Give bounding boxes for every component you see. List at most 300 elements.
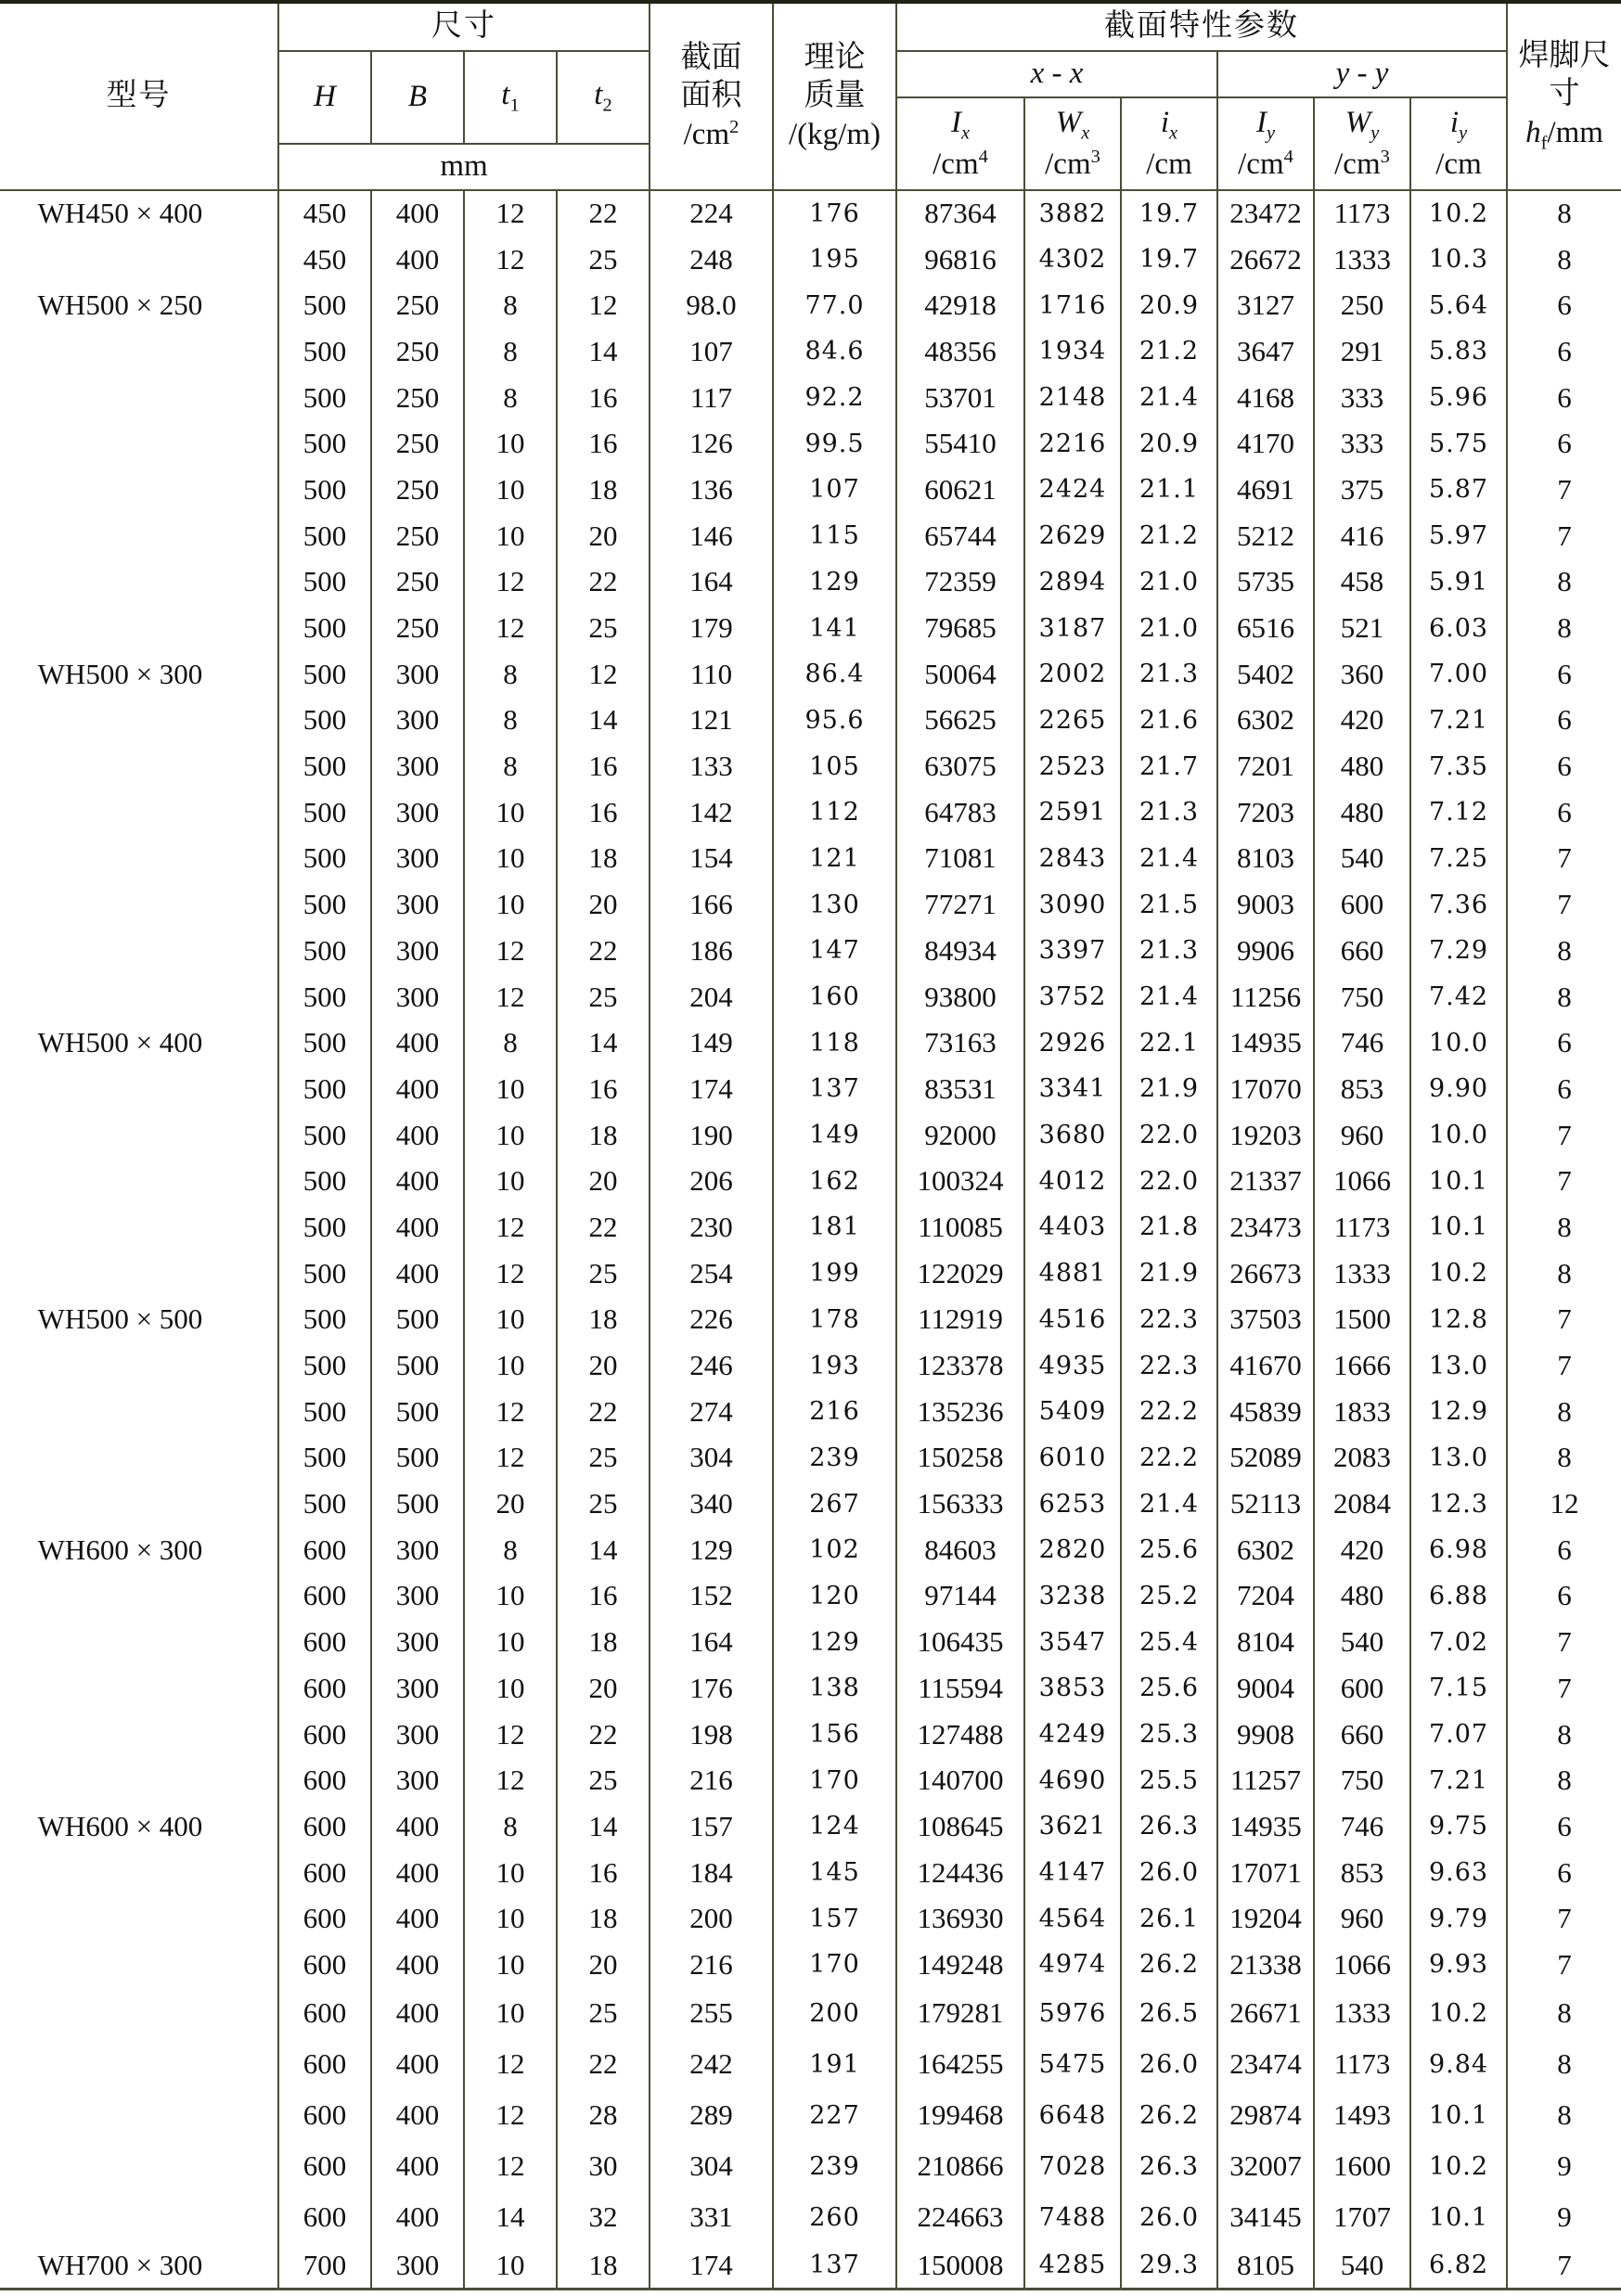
- cell-Wx: 2843: [1024, 836, 1121, 882]
- cell-model: WH500 × 500: [0, 1297, 278, 1343]
- cell-Wy: 480: [1314, 1573, 1410, 1620]
- cell-hf: 9: [1507, 2192, 1621, 2243]
- cell-t1: 12: [464, 1757, 557, 1803]
- cell-area: 98.0: [650, 282, 773, 328]
- cell-hf: 8: [1507, 559, 1621, 606]
- cell-t2: 22: [557, 928, 650, 974]
- table-row: [0, 651, 1621, 698]
- unit-text: /cm: [1146, 147, 1192, 181]
- cell-H: 600: [278, 1942, 371, 1988]
- cell-Iy: 7203: [1217, 789, 1314, 836]
- cell-mass: 138: [773, 1665, 896, 1712]
- cell-H: 450: [278, 190, 371, 237]
- table-row: [0, 420, 1621, 467]
- cell-Wy: 480: [1314, 743, 1410, 789]
- cell-Wx: 3882: [1024, 190, 1121, 237]
- unit-text: /mm: [1547, 115, 1603, 149]
- cell-model: [0, 375, 278, 421]
- cell-Ix: 72359: [896, 559, 1024, 606]
- cell-Wx: 2148: [1024, 375, 1121, 421]
- cell-mass: 107: [773, 467, 896, 513]
- cell-ix: 22.2: [1121, 1389, 1217, 1435]
- cell-hf: 8: [1507, 1435, 1621, 1481]
- cell-Wx: 4690: [1024, 1757, 1121, 1803]
- cell-H: 600: [278, 2141, 371, 2192]
- cell-Wy: 660: [1314, 1712, 1410, 1758]
- cell-B: 250: [371, 605, 464, 651]
- cell-area: 216: [650, 1942, 773, 1988]
- cell-B: 400: [371, 2090, 464, 2141]
- cell-iy: 7.02: [1410, 1619, 1507, 1665]
- cell-t2: 16: [557, 1066, 650, 1112]
- cell-area: 304: [650, 2141, 773, 2192]
- unit-text: /cm: [1045, 147, 1091, 181]
- cell-Wy: 1493: [1314, 2090, 1410, 2141]
- cell-Wx: 4881: [1024, 1251, 1121, 1297]
- cell-Iy: 9906: [1217, 928, 1314, 974]
- cell-Iy: 52113: [1217, 1481, 1314, 1527]
- cell-iy: 10.2: [1410, 1988, 1507, 2039]
- cell-Wy: 600: [1314, 1665, 1410, 1712]
- cell-ix: 21.0: [1121, 559, 1217, 606]
- cell-area: 242: [650, 2039, 773, 2090]
- cell-model: [0, 1389, 278, 1435]
- cell-area: 149: [650, 1020, 773, 1066]
- cell-area: 174: [650, 1066, 773, 1112]
- table-row: [0, 1942, 1621, 1988]
- table-row: [0, 1573, 1621, 1620]
- cell-mass: 227: [773, 2090, 896, 2141]
- cell-B: 300: [371, 1712, 464, 1758]
- cell-t2: 25: [557, 1757, 650, 1803]
- cell-Ix: 179281: [896, 1988, 1024, 2039]
- cell-Ix: 149248: [896, 1942, 1024, 1988]
- cell-Wx: 4935: [1024, 1342, 1121, 1389]
- cell-Wx: 4249: [1024, 1712, 1121, 1758]
- cell-hf: 7: [1507, 836, 1621, 882]
- cell-Ix: 92000: [896, 1112, 1024, 1159]
- cell-mass: 195: [773, 237, 896, 283]
- cell-hf: 8: [1507, 1712, 1621, 1758]
- cell-iy: 10.2: [1410, 1251, 1507, 1297]
- cell-model: [0, 605, 278, 651]
- cell-model: [0, 881, 278, 928]
- cell-mass: 130: [773, 881, 896, 928]
- cell-t1: 8: [464, 328, 557, 375]
- cell-Ix: 77271: [896, 881, 1024, 928]
- table-row: [0, 1251, 1621, 1297]
- cell-hf: 6: [1507, 420, 1621, 467]
- cell-Iy: 23472: [1217, 190, 1314, 237]
- cell-hf: 8: [1507, 974, 1621, 1020]
- cell-Wx: 2002: [1024, 651, 1121, 698]
- cell-Ix: 106435: [896, 1619, 1024, 1665]
- symbol-base: W: [1055, 105, 1082, 139]
- cell-H: 500: [278, 605, 371, 651]
- cell-Iy: 9908: [1217, 1712, 1314, 1758]
- cell-ix: 25.6: [1121, 1665, 1217, 1712]
- cell-mass: 129: [773, 1619, 896, 1665]
- cell-ix: 21.3: [1121, 651, 1217, 698]
- table-row: [0, 928, 1621, 974]
- cell-Wx: 4147: [1024, 1850, 1121, 1896]
- cell-ix: 26.3: [1121, 1803, 1217, 1850]
- cell-Wy: 540: [1314, 1619, 1410, 1665]
- cell-mass: 170: [773, 1942, 896, 1988]
- cell-model: [0, 789, 278, 836]
- cell-area: 206: [650, 1158, 773, 1204]
- cell-Iy: 3127: [1217, 282, 1314, 328]
- cell-area: 121: [650, 698, 773, 744]
- cell-area: 190: [650, 1112, 773, 1159]
- cell-Iy: 4170: [1217, 420, 1314, 467]
- header-t1: [464, 51, 557, 144]
- cell-Wx: 2265: [1024, 698, 1121, 744]
- cell-hf: 8: [1507, 237, 1621, 283]
- cell-hf: 7: [1507, 2243, 1621, 2290]
- cell-Iy: 5402: [1217, 651, 1314, 698]
- table-row: [0, 2039, 1621, 2090]
- cell-H: 500: [278, 836, 371, 882]
- cell-Ix: 124436: [896, 1850, 1024, 1896]
- cell-Wx: 5409: [1024, 1389, 1121, 1435]
- cell-Iy: 11257: [1217, 1757, 1314, 1803]
- cell-Ix: 87364: [896, 190, 1024, 237]
- cell-area: 200: [650, 1895, 773, 1942]
- cell-H: 500: [278, 789, 371, 836]
- cell-mass: 199: [773, 1251, 896, 1297]
- cell-Wy: 750: [1314, 1757, 1410, 1803]
- cell-Wy: 1066: [1314, 1158, 1410, 1204]
- table-row: [0, 559, 1621, 606]
- cell-Wx: 4564: [1024, 1895, 1121, 1942]
- cell-Ix: 97144: [896, 1573, 1024, 1620]
- cell-Iy: 9004: [1217, 1665, 1314, 1712]
- cell-Ix: 56625: [896, 698, 1024, 744]
- cell-iy: 7.36: [1410, 881, 1507, 928]
- cell-iy: 9.93: [1410, 1942, 1507, 1988]
- cell-area: 166: [650, 881, 773, 928]
- cell-hf: 6: [1507, 1020, 1621, 1066]
- cell-Wx: 4012: [1024, 1158, 1121, 1204]
- cell-Wx: 3547: [1024, 1619, 1121, 1665]
- cell-t1: 12: [464, 1712, 557, 1758]
- cell-B: 400: [371, 237, 464, 283]
- cell-Wx: 3621: [1024, 1803, 1121, 1850]
- cell-hf: 8: [1507, 1389, 1621, 1435]
- cell-t1: 12: [464, 2141, 557, 2192]
- table-row: [0, 1757, 1621, 1803]
- unit-text: /cm: [1435, 147, 1482, 181]
- cell-t1: 10: [464, 1297, 557, 1343]
- cell-area: 204: [650, 974, 773, 1020]
- cell-t2: 22: [557, 1712, 650, 1758]
- symbol-sub: x: [960, 122, 971, 144]
- cell-Ix: 48356: [896, 328, 1024, 375]
- cell-Wy: 420: [1314, 1527, 1410, 1573]
- cell-iy: 7.21: [1410, 1757, 1507, 1803]
- cell-model: [0, 467, 278, 513]
- cell-hf: 12: [1507, 1481, 1621, 1527]
- cell-model: [0, 1895, 278, 1942]
- cell-ix: 26.3: [1121, 2141, 1217, 2192]
- cell-Ix: 115594: [896, 1665, 1024, 1712]
- cell-Wx: 2926: [1024, 1020, 1121, 1066]
- cell-mass: 95.6: [773, 698, 896, 744]
- header-axis-xx: [896, 51, 1217, 97]
- symbol-base: h: [1525, 115, 1541, 149]
- cell-hf: 7: [1507, 1297, 1621, 1343]
- cell-t1: 12: [464, 2039, 557, 2090]
- table-row: [0, 836, 1621, 882]
- cell-ix: 21.3: [1121, 928, 1217, 974]
- cell-Iy: 23473: [1217, 1204, 1314, 1251]
- cell-H: 500: [278, 1251, 371, 1297]
- cell-B: 400: [371, 1112, 464, 1159]
- cell-iy: 9.84: [1410, 2039, 1507, 2090]
- cell-B: 400: [371, 1158, 464, 1204]
- cell-mass: 124: [773, 1803, 896, 1850]
- cell-iy: 5.91: [1410, 559, 1507, 606]
- table-row: [0, 1342, 1621, 1389]
- cell-t1: 10: [464, 1573, 557, 1620]
- unit-sup: 3: [1380, 146, 1390, 167]
- header-Ix: [896, 97, 1024, 190]
- cell-t2: 20: [557, 881, 650, 928]
- cell-model: WH700 × 300: [0, 2243, 278, 2290]
- cell-model: [0, 836, 278, 882]
- cell-Iy: 6302: [1217, 1527, 1314, 1573]
- cell-t1: 10: [464, 1895, 557, 1942]
- cell-model: [0, 1988, 278, 2039]
- cell-Wy: 540: [1314, 2243, 1410, 2290]
- cell-Iy: 29874: [1217, 2090, 1314, 2141]
- cell-Wx: 1934: [1024, 328, 1121, 375]
- symbol-sub: y: [1266, 122, 1276, 144]
- cell-ix: 20.9: [1121, 282, 1217, 328]
- cell-ix: 25.2: [1121, 1573, 1217, 1620]
- cell-H: 500: [278, 974, 371, 1020]
- cell-model: [0, 928, 278, 974]
- cell-Wy: 600: [1314, 881, 1410, 928]
- cell-H: 600: [278, 1757, 371, 1803]
- cell-hf: 8: [1507, 1988, 1621, 2039]
- cell-ix: 22.0: [1121, 1158, 1217, 1204]
- cell-ix: 21.2: [1121, 328, 1217, 375]
- cell-Wx: 3238: [1024, 1573, 1121, 1620]
- cell-ix: 22.3: [1121, 1342, 1217, 1389]
- cell-B: 400: [371, 1066, 464, 1112]
- symbol-base: t: [501, 78, 510, 112]
- cell-Iy: 17071: [1217, 1850, 1314, 1896]
- cell-B: 300: [371, 836, 464, 882]
- cell-Wy: 746: [1314, 1803, 1410, 1850]
- cell-ix: 21.4: [1121, 836, 1217, 882]
- cell-Iy: 5212: [1217, 513, 1314, 559]
- cell-Ix: 73163: [896, 1020, 1024, 1066]
- cell-Ix: 140700: [896, 1757, 1024, 1803]
- unit-sup: 2: [729, 116, 740, 137]
- symbol-base: t: [594, 78, 603, 112]
- cell-Wx: 2523: [1024, 743, 1121, 789]
- cell-Iy: 4168: [1217, 375, 1314, 421]
- cell-B: 300: [371, 2243, 464, 2290]
- cell-Ix: 224663: [896, 2192, 1024, 2243]
- cell-iy: 12.9: [1410, 1389, 1507, 1435]
- header-weld-symbol: [1508, 114, 1621, 156]
- unit-text: /cm: [1238, 147, 1284, 181]
- cell-Wx: 2591: [1024, 789, 1121, 836]
- cell-H: 600: [278, 1665, 371, 1712]
- cell-ix: 26.2: [1121, 1942, 1217, 1988]
- cell-Iy: 5735: [1217, 559, 1314, 606]
- table-row: [0, 605, 1621, 651]
- cell-Iy: 6302: [1217, 698, 1314, 744]
- cell-Ix: 164255: [896, 2039, 1024, 2090]
- header-B: [371, 51, 464, 144]
- cell-iy: 6.82: [1410, 2243, 1507, 2290]
- cell-B: 400: [371, 2141, 464, 2192]
- cell-B: 300: [371, 1665, 464, 1712]
- table-row: [0, 1389, 1621, 1435]
- cell-model: [0, 1251, 278, 1297]
- cell-Wx: 5976: [1024, 1988, 1121, 2039]
- cell-ix: 25.3: [1121, 1712, 1217, 1758]
- cell-t1: 12: [464, 1204, 557, 1251]
- cell-mass: 102: [773, 1527, 896, 1573]
- cell-Wy: 416: [1314, 513, 1410, 559]
- cell-Iy: 26672: [1217, 237, 1314, 283]
- cell-mass: 137: [773, 1066, 896, 1112]
- cell-iy: 6.98: [1410, 1527, 1507, 1573]
- cell-iy: 10.1: [1410, 1204, 1507, 1251]
- cell-Wy: 960: [1314, 1112, 1410, 1159]
- cell-iy: 9.79: [1410, 1895, 1507, 1942]
- cell-Iy: 21337: [1217, 1158, 1314, 1204]
- cell-iy: 10.3: [1410, 237, 1507, 283]
- cell-t1: 10: [464, 1665, 557, 1712]
- cell-Ix: 210866: [896, 2141, 1024, 2192]
- table-row: [0, 974, 1621, 1020]
- cell-H: 500: [278, 1481, 371, 1527]
- cell-area: 154: [650, 836, 773, 882]
- cell-model: WH450 × 400: [0, 190, 278, 237]
- cell-ix: 25.4: [1121, 1619, 1217, 1665]
- cell-iy: 13.0: [1410, 1435, 1507, 1481]
- header-mm-unit: mm: [278, 144, 650, 190]
- cell-Ix: 53701: [896, 375, 1024, 421]
- cell-iy: 9.90: [1410, 1066, 1507, 1112]
- cell-t1: 10: [464, 1619, 557, 1665]
- cell-t2: 25: [557, 237, 650, 283]
- cell-H: 450: [278, 237, 371, 283]
- cell-Ix: 96816: [896, 237, 1024, 283]
- cell-area: 184: [650, 1850, 773, 1896]
- cell-t1: 12: [464, 974, 557, 1020]
- cell-Wy: 333: [1314, 375, 1410, 421]
- cell-Wx: 2820: [1024, 1527, 1121, 1573]
- cell-t2: 20: [557, 1342, 650, 1389]
- cell-Iy: 19204: [1217, 1895, 1314, 1942]
- cell-t1: 10: [464, 2243, 557, 2290]
- cell-area: 164: [650, 559, 773, 606]
- cell-B: 300: [371, 1619, 464, 1665]
- cell-Wy: 333: [1314, 420, 1410, 467]
- cell-t1: 14: [464, 2192, 557, 2243]
- cell-iy: 10.1: [1410, 1158, 1507, 1204]
- cell-iy: 10.2: [1410, 2141, 1507, 2192]
- cell-ix: 19.7: [1121, 237, 1217, 283]
- cell-hf: 6: [1507, 328, 1621, 375]
- cell-B: 300: [371, 698, 464, 744]
- cell-H: 500: [278, 1435, 371, 1481]
- symbol-sub: f: [1540, 133, 1548, 154]
- cell-Wy: 746: [1314, 1020, 1410, 1066]
- cell-mass: 120: [773, 1573, 896, 1620]
- table-row: [0, 2141, 1621, 2192]
- cell-t2: 32: [557, 2192, 650, 2243]
- cell-Wy: 1666: [1314, 1342, 1410, 1389]
- header-weld-size: [1507, 2, 1621, 190]
- cell-Wx: 4516: [1024, 1297, 1121, 1343]
- cell-t2: 25: [557, 974, 650, 1020]
- cell-mass: 176: [773, 190, 896, 237]
- cell-Iy: 45839: [1217, 1389, 1314, 1435]
- cell-H: 600: [278, 1988, 371, 2039]
- cell-model: [0, 1619, 278, 1665]
- cell-model: WH600 × 400: [0, 1803, 278, 1850]
- cell-ix: 22.3: [1121, 1297, 1217, 1343]
- cell-hf: 7: [1507, 1112, 1621, 1159]
- cell-Wy: 660: [1314, 928, 1410, 974]
- cell-B: 300: [371, 789, 464, 836]
- cell-iy: 7.07: [1410, 1712, 1507, 1758]
- cell-H: 500: [278, 559, 371, 606]
- cell-H: 600: [278, 1712, 371, 1758]
- cell-B: 250: [371, 559, 464, 606]
- cell-t2: 22: [557, 1389, 650, 1435]
- cell-t1: 10: [464, 1988, 557, 2039]
- symbol-sub: x: [1169, 122, 1178, 144]
- unit-text: /cm: [683, 117, 730, 151]
- cell-Wy: 540: [1314, 836, 1410, 882]
- symbol-B: B: [407, 80, 428, 114]
- cell-iy: 10.0: [1410, 1112, 1507, 1159]
- cell-ix: 22.0: [1121, 1112, 1217, 1159]
- cell-Iy: 3647: [1217, 328, 1314, 375]
- cell-H: 500: [278, 1342, 371, 1389]
- cell-t2: 25: [557, 1988, 650, 2039]
- cell-Wy: 2084: [1314, 1481, 1410, 1527]
- cell-H: 500: [278, 743, 371, 789]
- cell-iy: 12.8: [1410, 1297, 1507, 1343]
- cell-area: 248: [650, 237, 773, 283]
- cell-Wx: 3341: [1024, 1066, 1121, 1112]
- cell-Wx: 3680: [1024, 1112, 1121, 1159]
- cell-Wy: 1500: [1314, 1297, 1410, 1343]
- cell-mass: 181: [773, 1204, 896, 1251]
- symbol-H: H: [314, 80, 336, 114]
- cell-ix: 26.2: [1121, 2090, 1217, 2141]
- cell-B: 400: [371, 2192, 464, 2243]
- table-row: [0, 1895, 1621, 1942]
- cell-t2: 25: [557, 605, 650, 651]
- cell-model: [0, 974, 278, 1020]
- cell-hf: 8: [1507, 928, 1621, 974]
- table-row: [0, 1803, 1621, 1850]
- cell-Ix: 63075: [896, 743, 1024, 789]
- cell-B: 300: [371, 1757, 464, 1803]
